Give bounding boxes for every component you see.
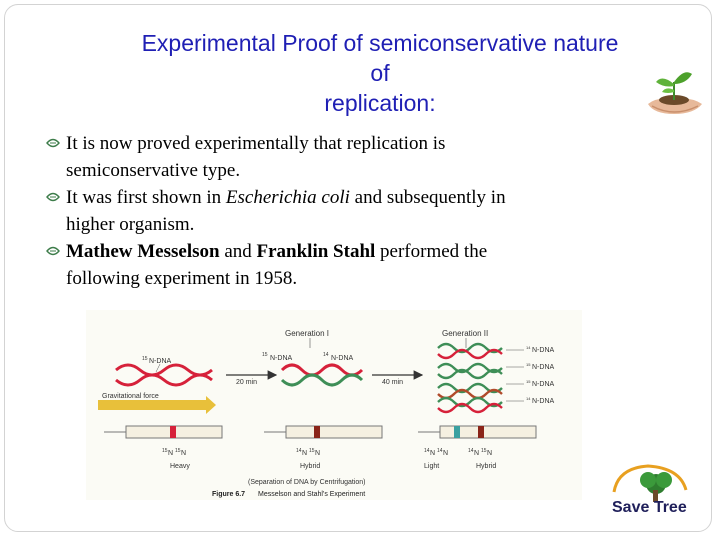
gen2-label-2: N-DNA (532, 364, 555, 371)
organism-name: Escherichia coli (225, 187, 350, 208)
svg-text:14: 14 (468, 448, 474, 454)
light-tube-label-2: N (443, 450, 449, 457)
gen2-label-4: N-DNA (532, 398, 555, 405)
gen2-helices (438, 344, 502, 412)
title-line-3: replication: (324, 90, 436, 116)
gen1-label: Generation I (285, 329, 330, 338)
time-2: 40 min (382, 379, 404, 386)
svg-text:14: 14 (526, 396, 531, 401)
save-tree-brand: Save Tree (612, 499, 687, 516)
hybrid-tube-label-1: N (302, 450, 308, 457)
slide-title (70, 28, 690, 118)
figure-caption-text: Messelson and Stahl's Experiment (258, 491, 366, 498)
bullet-list (44, 130, 684, 292)
plant-in-hands-icon (638, 60, 710, 120)
gen2-label: Generation II (442, 329, 489, 338)
figure-caption-number: Figure 6.7 (212, 491, 246, 498)
hybrid-tube (264, 426, 382, 438)
heavy-dna-label: N-DNA (149, 358, 172, 365)
bullet-2-line-1 (66, 184, 684, 211)
gen1-n14-label: N-DNA (331, 355, 354, 362)
hybrid2-label: Hybrid (476, 463, 497, 470)
title-line-1: Experimental Proof of semiconservative nature (141, 30, 619, 56)
svg-text:14: 14 (296, 448, 302, 454)
gen1-n15-sup: 15 (262, 352, 268, 358)
gen1-n15-label: N-DNA (270, 355, 293, 362)
heavy-tube-label-1: N (168, 450, 174, 457)
time-1: 20 min (236, 379, 258, 386)
light-tube-label-1: N (430, 450, 436, 457)
svg-text:15: 15 (481, 448, 487, 454)
bullet-item (44, 184, 684, 238)
bullet-3-text-end: performed the (375, 241, 488, 262)
n15-sup: 15 (142, 356, 148, 362)
svg-text:15: 15 (309, 448, 315, 454)
title-line-2: of (370, 60, 390, 86)
separation-caption: (Separation of DNA by Centrifugation) (248, 479, 366, 486)
svg-text:14: 14 (437, 448, 443, 454)
hybrid-label: Hybrid (300, 463, 321, 470)
bullet-2-text-end: and subsequently in (349, 187, 506, 208)
heavy-label: Heavy (170, 463, 190, 470)
svg-text:15: 15 (175, 448, 181, 454)
gen1-n14-sup: 14 (323, 352, 329, 358)
bullet-item (44, 238, 684, 292)
scientist-name-2: Franklin Stahl (256, 241, 376, 262)
bullet-marker-icon (46, 238, 60, 256)
bullet-3-line-2: following experiment in 1958. (66, 268, 298, 289)
svg-text:14: 14 (424, 448, 430, 454)
svg-text:15: 15 (526, 379, 531, 384)
gen2-label-1: N-DNA (532, 347, 555, 354)
hybrid2-tube-label-2: N (487, 450, 493, 457)
bullet-1-line-2: semiconservative type. (66, 160, 241, 181)
bullet-2-text: It was first shown in (66, 187, 226, 208)
scientist-name-1: Mathew Messelson (66, 241, 220, 262)
svg-text:15: 15 (162, 448, 168, 454)
bullet-marker-icon (46, 184, 60, 202)
bullet-3-and: and (219, 241, 257, 262)
gen2-label-3: N-DNA (532, 381, 555, 388)
hybrid-tube-label-2: N (315, 450, 321, 457)
heavy-tube-label-2: N (181, 450, 187, 457)
light-label: Light (424, 463, 440, 470)
bullet-2-line-2: higher organism. (66, 214, 195, 235)
save-tree-logo (608, 462, 694, 520)
gravity-label: Gravitational force (102, 393, 159, 400)
svg-text:15: 15 (526, 362, 531, 367)
experiment-figure (86, 310, 582, 500)
gen2-tube (418, 426, 536, 438)
heavy-tube (104, 426, 222, 438)
bullet-marker-icon (46, 130, 60, 148)
bullet-item (44, 130, 684, 184)
gravity-arrow (98, 400, 206, 410)
bullet-1-line-1: It is now proved experimentally that replication is (66, 133, 446, 154)
hybrid2-tube-label-1: N (474, 450, 480, 457)
bullet-3-line-1 (66, 238, 684, 265)
svg-text:14: 14 (526, 345, 531, 350)
